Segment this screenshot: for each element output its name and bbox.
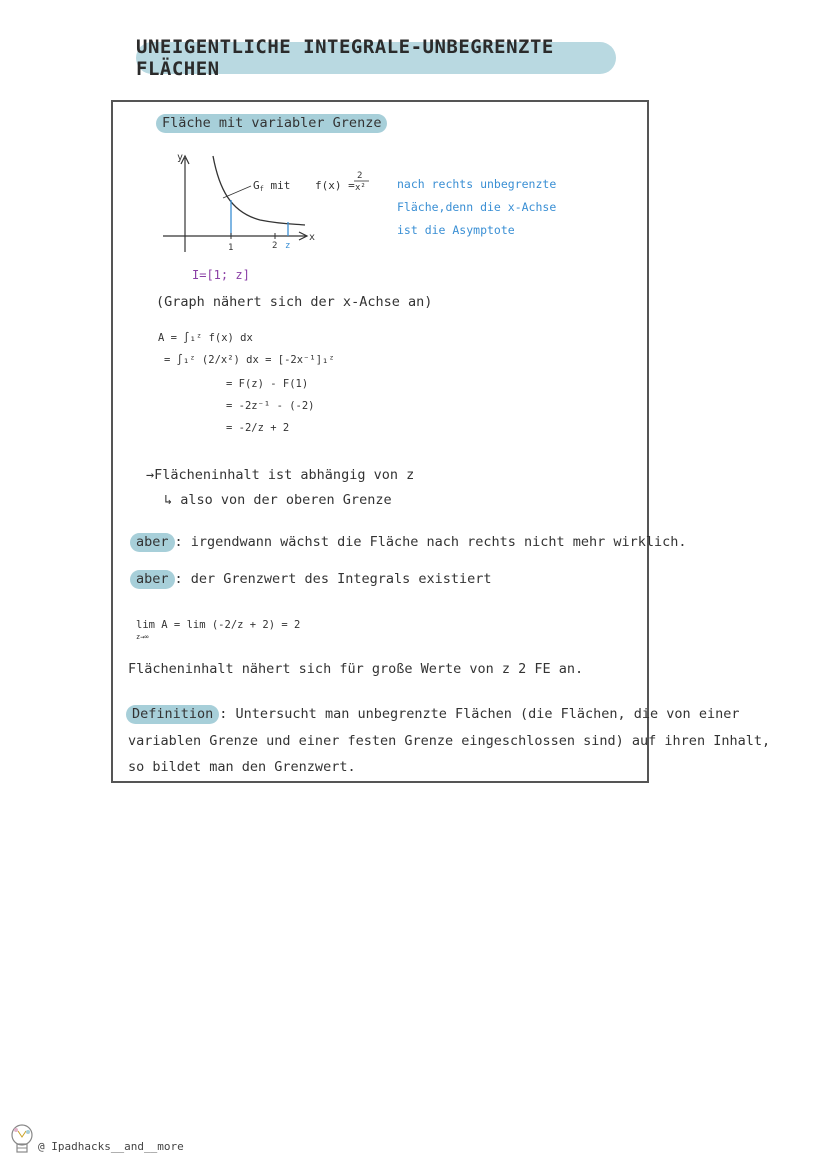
calc-line-5: = -2/z + 2 <box>226 422 290 434</box>
function-denominator: x² <box>355 183 366 193</box>
calc-line-3: = F(z) - F(1) <box>226 378 309 390</box>
curve-label-pointer <box>223 186 251 198</box>
aber-statement-1 <box>130 534 687 550</box>
x-axis-label: x <box>309 232 316 243</box>
lightbulb-logo-icon <box>8 1122 36 1158</box>
tick-label-2: 2 <box>272 241 278 251</box>
section-heading <box>156 115 387 131</box>
conclusion-1: →Flächeninhalt ist abhängig von z <box>146 467 415 483</box>
aber-label-2: aber <box>130 570 175 589</box>
aber-statement-2 <box>130 571 492 587</box>
limit-expression: lim A = lim (-2/z + 2) = 2 <box>136 619 301 631</box>
function-left: f(x) = <box>315 179 355 192</box>
tick-label-z: z <box>285 241 291 251</box>
y-axis-label: y <box>177 152 184 163</box>
curve-label: Gf mit <box>253 179 291 193</box>
interval: I=[1; z] <box>192 268 250 282</box>
note-line-3: ist die Asymptote <box>397 223 515 237</box>
definition-line-2: variablen Grenze und einer festen Grenze eingeschlossen sind) auf ihren Inhalt, <box>128 733 771 749</box>
function-numerator: 2 <box>357 171 363 181</box>
note-line-1: nach rechts unbegrenzte <box>397 177 557 191</box>
aber-text-2: : der Grenzwert des Integrals existiert <box>174 571 492 587</box>
aber-label-1: aber <box>130 533 175 552</box>
definition-label: Definition <box>126 705 219 724</box>
function-graph <box>155 148 385 258</box>
aber-text-1: : irgendwann wächst die Fläche nach rechts nicht mehr wirklich. <box>174 534 687 550</box>
limit-result: Flächeninhalt nähert sich für große Werte von z 2 FE an. <box>128 661 584 677</box>
conclusion-2: ↳ also von der oberen Grenze <box>164 492 392 508</box>
note-line-2: Fläche,denn die x-Achse <box>397 200 557 214</box>
calc-line-4: = -2z⁻¹ - (-2) <box>226 400 315 412</box>
page-title: UNEIGENTLICHE INTEGRALE-UNBEGRENZTE FLÄCHEN <box>136 42 616 74</box>
limit-subscript: z→∞ <box>136 633 149 641</box>
definition-line-3: so bildet man den Grenzwert. <box>128 759 356 775</box>
calc-line-1: A = ∫₁ᶻ f(x) dx <box>158 332 253 344</box>
footer-handle: @ Ipadhacks__and__more <box>38 1140 184 1153</box>
graph-note: (Graph nähert sich der x-Achse an) <box>156 294 433 310</box>
calc-line-2: = ∫₁ᶻ (2/x²) dx = [-2x⁻¹]₁ᶻ <box>164 354 335 366</box>
definition-line-1 <box>126 706 739 722</box>
definition-text-1: : Untersucht man unbegrenzte Flächen (die Flächen, die von einer <box>219 706 740 722</box>
tick-label-1: 1 <box>228 243 234 253</box>
section-heading-highlight: Fläche mit variabler Grenze <box>156 114 387 133</box>
